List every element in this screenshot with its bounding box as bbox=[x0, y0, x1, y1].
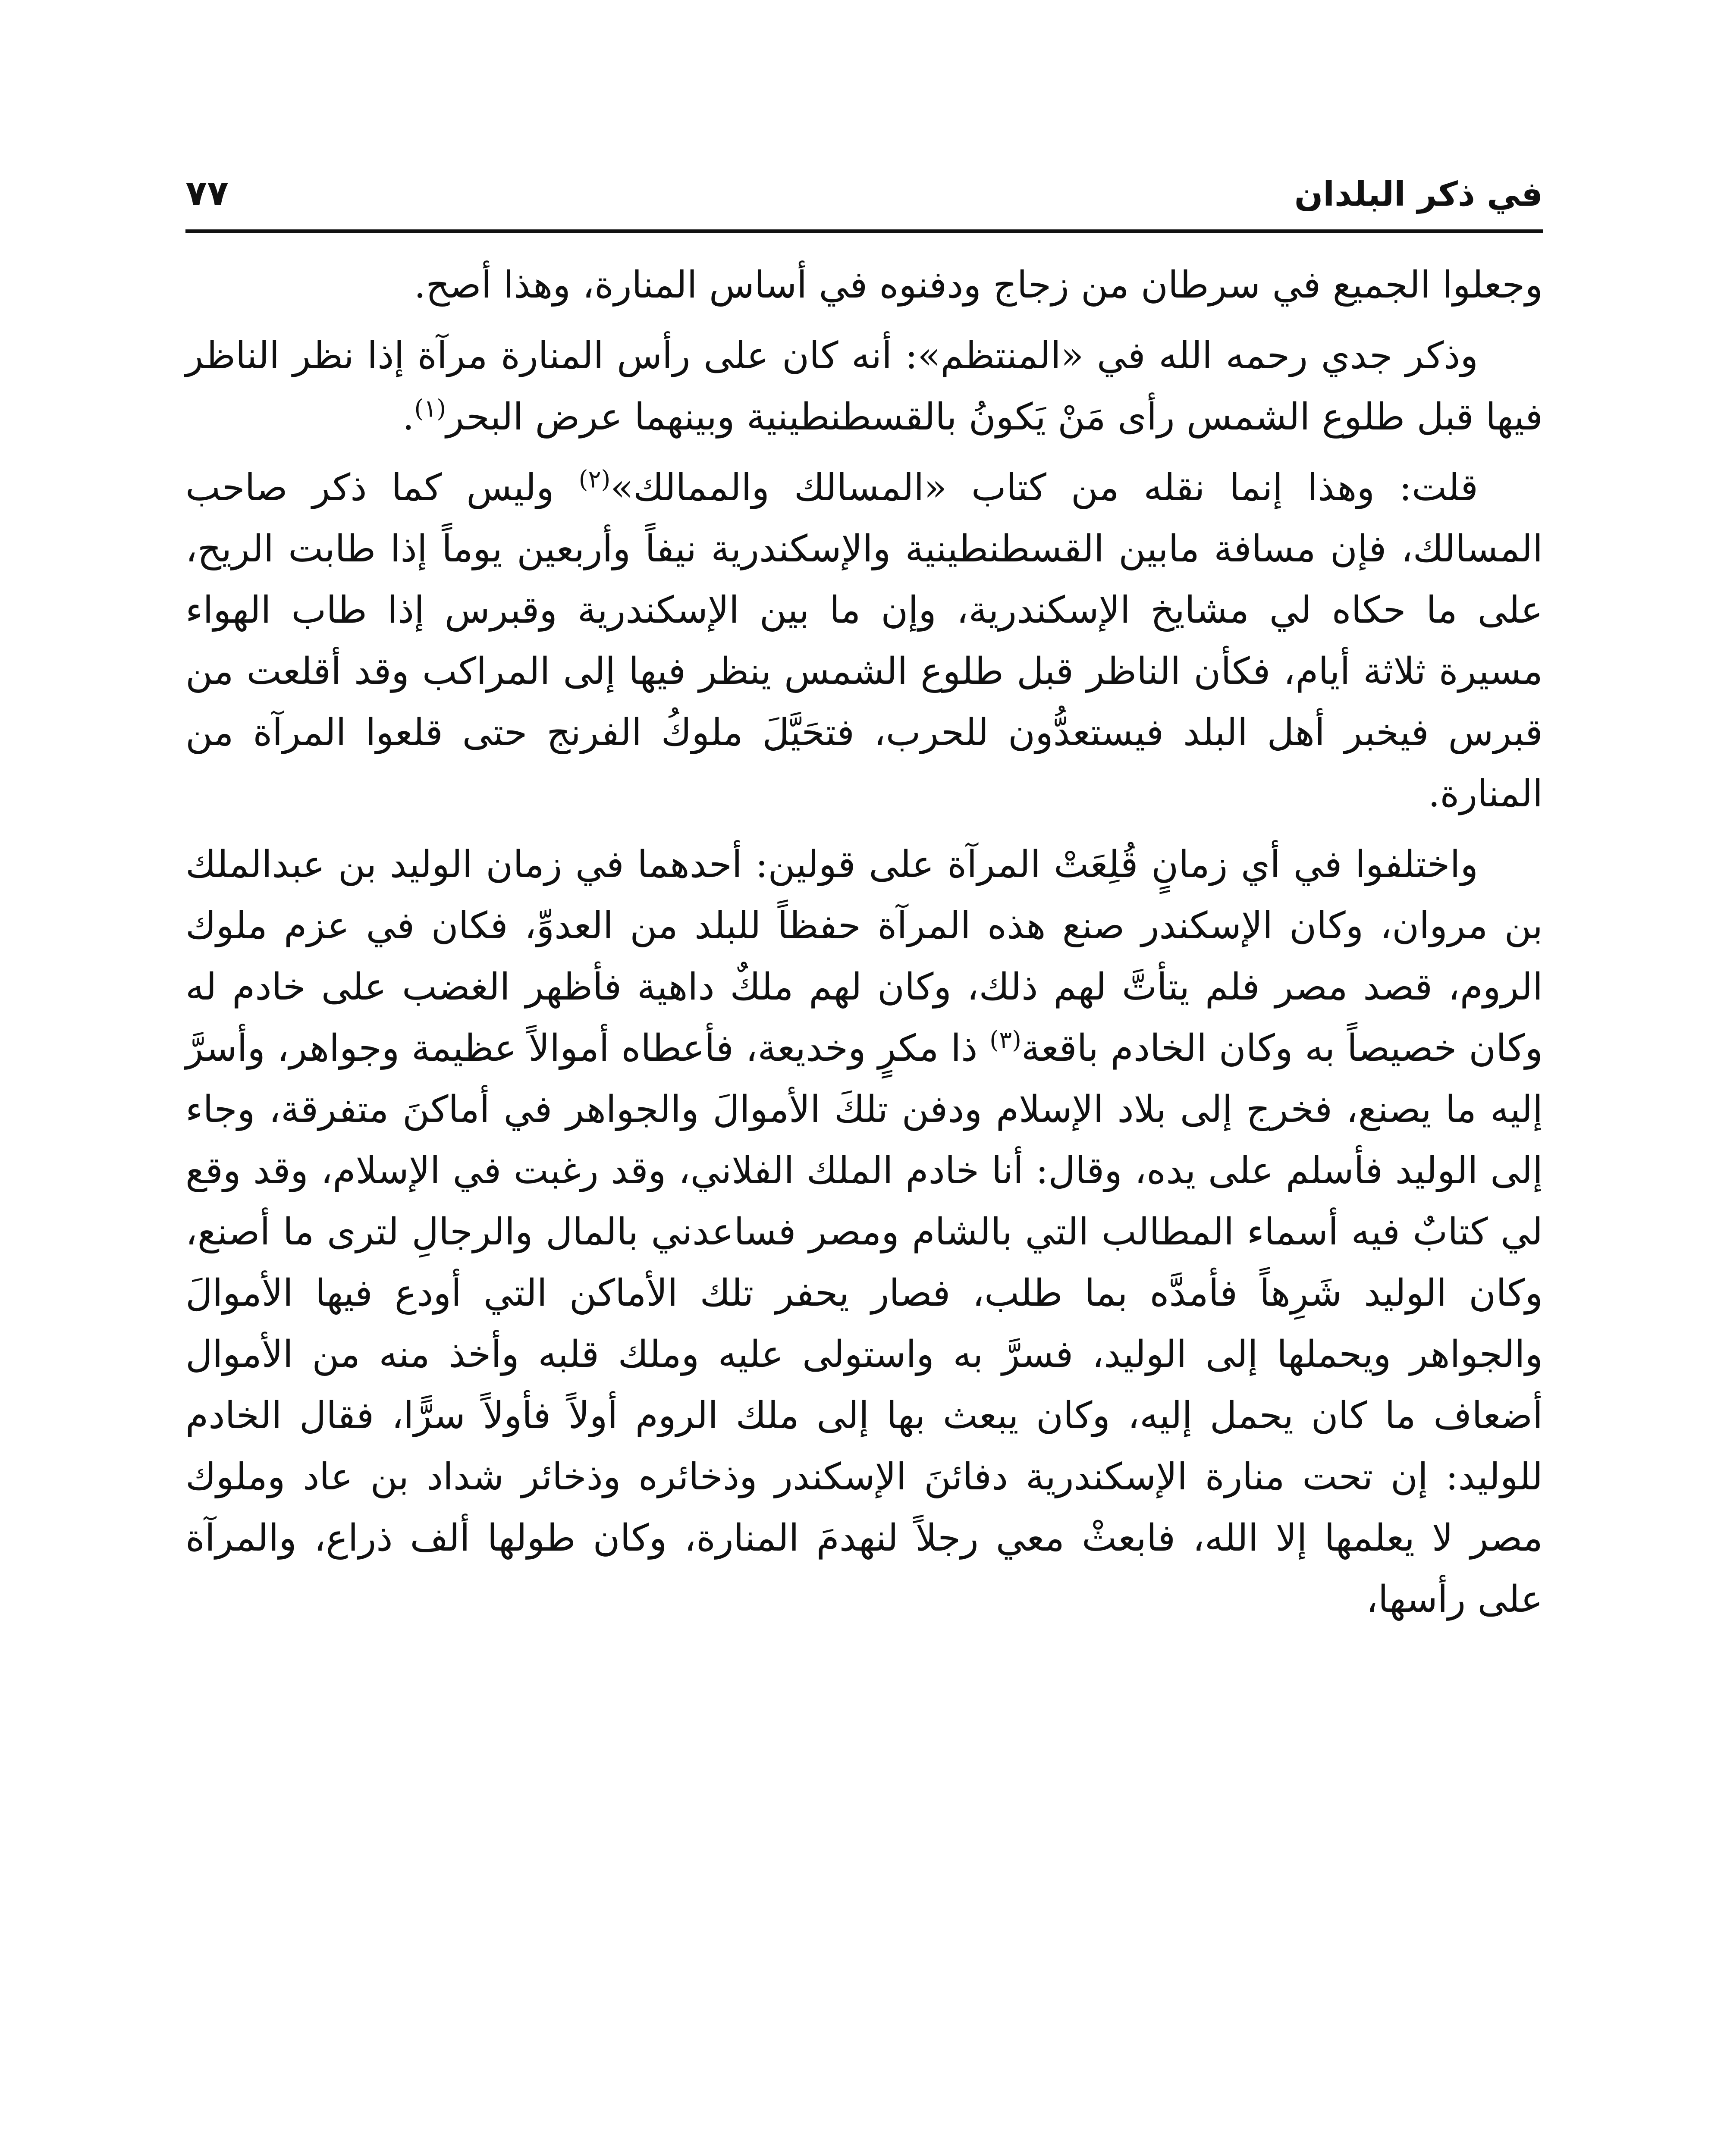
paragraph-2-text: وذكر جدي رحمه الله في «المنتظم»: أنه كان على رأس المنارة مرآة إذا نظر الناظر فيها قبل طلوع الشمس رأى مَنْ يَكونُ بالقسطنطينية وبينهما عرض البحر bbox=[185, 334, 1543, 439]
footnote-ref-3: (٣) bbox=[989, 1026, 1021, 1054]
paragraph-3-text: قلت: وهذا إنما نقله من كتاب «المسالك والممالك» bbox=[610, 466, 1478, 509]
paragraph-3 bbox=[185, 457, 1543, 824]
page-number: ٧٧ bbox=[185, 173, 229, 214]
paragraph-3-rest: وليس كما ذكر صاحب المسالك، فإن مسافة مابين القسطنطينية والإسكندرية نيفاً وأربعين يوماً إذا طابت الريح، على ما حكاه لي مشايخ الإسكندرية، وإن ما بين الإسكندرية وقبرس إذا طاب الهواء مسيرة ثلاثة أيام، فكأن الناظر قبل طلوع الشمس ينظر فيها إلى المراكب وقد أقلعت من قبرس فيخبر أهل البلد فيستعدُّون للحرب، فتحَيَّلَ ملوكُ الفرنج حتى قلعوا المرآة من المنارة. bbox=[185, 466, 1543, 815]
paragraph-1-text: وجعلوا الجميع في سرطان من زجاج ودفنوه في أساس المنارة، وهذا أصح. bbox=[414, 263, 1543, 307]
header-rule bbox=[185, 229, 1543, 233]
running-title: في ذكر البلدان bbox=[1294, 175, 1543, 214]
footnote-ref-1: (١) bbox=[414, 395, 446, 423]
running-head bbox=[185, 155, 1543, 214]
paragraph-1 bbox=[185, 254, 1543, 316]
paragraph-4-rest: ذا مكرٍ وخديعة، فأعطاه أموالاً عظيمة وجواهر، وأسرَّ إليه ما يصنع، فخرج إلى بلاد الإسلام ودفن تلكَ الأموالَ والجواهر في أماكنَ متفرقة، وجاء إلى الوليد فأسلم على يده، وقال: أنا خادم الملك الفلاني، وقد رغبت في الإسلام، وقد وقع لي كتابٌ فيه أسماء المطالب التي بالشام ومصر فساعدني بالمال والرجالِ لترى ما أصنع، وكان الوليد شَرِهاً فأمدَّه بما طلب، فصار يحفر تلك الأماكن التي أودع فيها الأموالَ والجواهر ويحملها إلى الوليد، فسرَّ به واستولى عليه وملك قلبه وأخذ منه من الأموال أضعاف ما كان يحمل إليه، وكان يبعث بها إلى ملك الروم أولاً فأولاً سرًّا، فقال الخادم للوليد: إن تحت منارة الإسكندرية دفائنَ الإسكندر وذخائره وذخائر شداد بن عاد وملوك مصر لا يعلمها إلا الله، فابعثْ معي رجلاً لنهدمَ المنارة، وكان طولها ألف ذراع، والمرآة على رأسها، bbox=[185, 1027, 1543, 1621]
paragraph-2 bbox=[185, 325, 1543, 448]
main-text bbox=[185, 254, 1543, 1639]
paragraph-2-end: . bbox=[402, 395, 415, 439]
paragraph-4-text: واختلفوا في أي زمانٍ قُلِعَتْ المرآة على قولين: أحدهما في زمان الوليد بن عبدالملك بن مروان، وكان الإسكندر صنع هذه المرآة حفظاً للبلد من العدوِّ، فكان في عزم ملوك الروم، قصد مصر فلم يتأتَّ لهم ذلك، وكان لهم ملكٌ داهية فأظهر الغضب على خادم له وكان خصيصاً به وكان الخادم باقعة bbox=[185, 843, 1543, 1070]
paragraph-4 bbox=[185, 834, 1543, 1630]
footnote-ref-2: (٢) bbox=[578, 465, 611, 494]
